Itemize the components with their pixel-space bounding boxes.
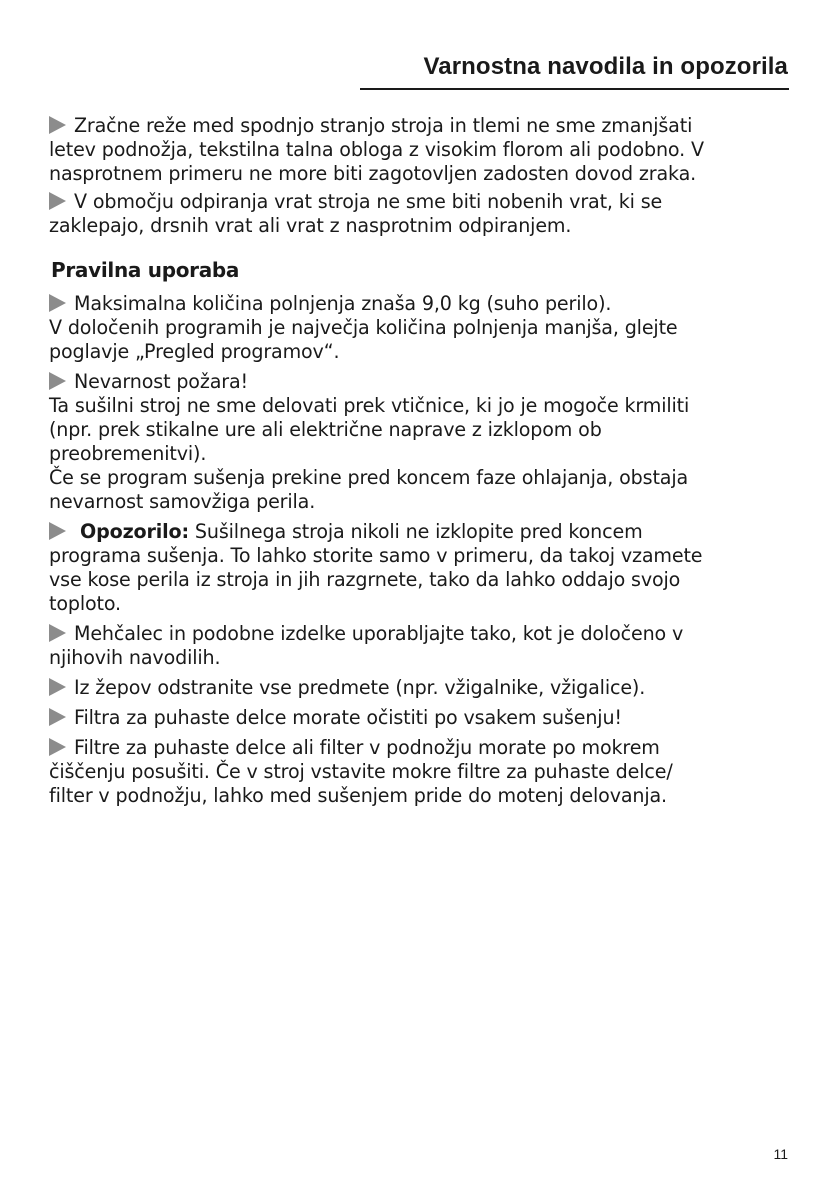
triangle-bullet-icon: [49, 522, 66, 540]
triangle-bullet-icon: [49, 678, 66, 696]
triangle-bullet-icon: [49, 116, 66, 134]
paragraph-text: Iz žepov odstranite vse predmete (npr. vžigalnike, vžigalice).: [74, 676, 646, 699]
triangle-bullet-icon: [49, 708, 66, 726]
paragraph-text: Nevarnost požara! Ta sušilni stroj ne sme delovati prek vtičnice, ki jo je mogoče krmiliti (npr. prek stikalne ure ali električne naprave z izklopom ob preobremenitvi). Če se program sušenja prekine pred koncem faze ohlajanja, obstaja nevarnost samovžiga perila.: [49, 370, 690, 513]
triangle-bullet-icon: [49, 372, 66, 390]
paragraph-text: Filtre za puhaste delce ali filter v podnožju morate po mokrem čiščenju posušiti. Če v stroj vstavite mokre filtre za puhaste delce/ filter v podnožju, lahko med sušenjem pride do motenj delovanja.: [49, 736, 673, 807]
intro-paragraph: [49, 114, 809, 186]
page-content: [49, 114, 809, 814]
list-item: [49, 736, 809, 808]
triangle-bullet-icon: [49, 738, 66, 756]
paragraph-text: V območju odpiranja vrat stroja ne sme biti nobenih vrat, ki se zaklepajo, drsnih vrat ali vrat z nasprotnim odpiranjem.: [49, 190, 663, 237]
header-rule: [360, 88, 789, 90]
page-header-title: Varnostna navodila in opozorila: [423, 53, 788, 80]
paragraph-text: Filtra za puhaste delce morate očistiti po vsakem sušenju!: [74, 706, 622, 729]
section-title: Pravilna uporaba: [51, 258, 240, 282]
triangle-bullet-icon: [49, 624, 66, 642]
triangle-bullet-icon: [49, 192, 66, 210]
list-item: [49, 520, 809, 616]
paragraph-text: Mehčalec in podobne izdelke uporabljajte tako, kot je določeno v njihovih navodilih.: [49, 622, 684, 669]
list-item: [49, 676, 809, 700]
paragraph-text: Zračne reže med spodnjo stranjo stroja in tlemi ne sme zmanjšati letev podnožja, tekstilna talna obloga z visokim florom ali podobno. V nasprotnem primeru ne more biti zagotovljen zadosten dovod zraka.: [49, 114, 704, 185]
warning-label: Opozorilo:: [80, 520, 190, 543]
list-item: [49, 706, 809, 730]
triangle-bullet-icon: [49, 294, 66, 312]
page-number: 11: [773, 1146, 788, 1162]
list-item: [49, 292, 809, 364]
paragraph-text: Sušilnega stroja nikoli ne izklopite pred koncem programa sušenja. To lahko storite samo v primeru, da takoj vzamete vse kose perila iz stroja in jih razgrnete, tako da lahko oddajo svojo toploto.: [49, 520, 703, 615]
intro-paragraph: [49, 190, 809, 238]
paragraph-text: Maksimalna količina polnjenja znaša 9,0 kg (suho perilo). V določenih programih je največja količina polnjenja manjša, glejte poglavje „Pregled programov“.: [49, 292, 678, 363]
list-item: [49, 622, 809, 670]
list-item: [49, 370, 809, 514]
